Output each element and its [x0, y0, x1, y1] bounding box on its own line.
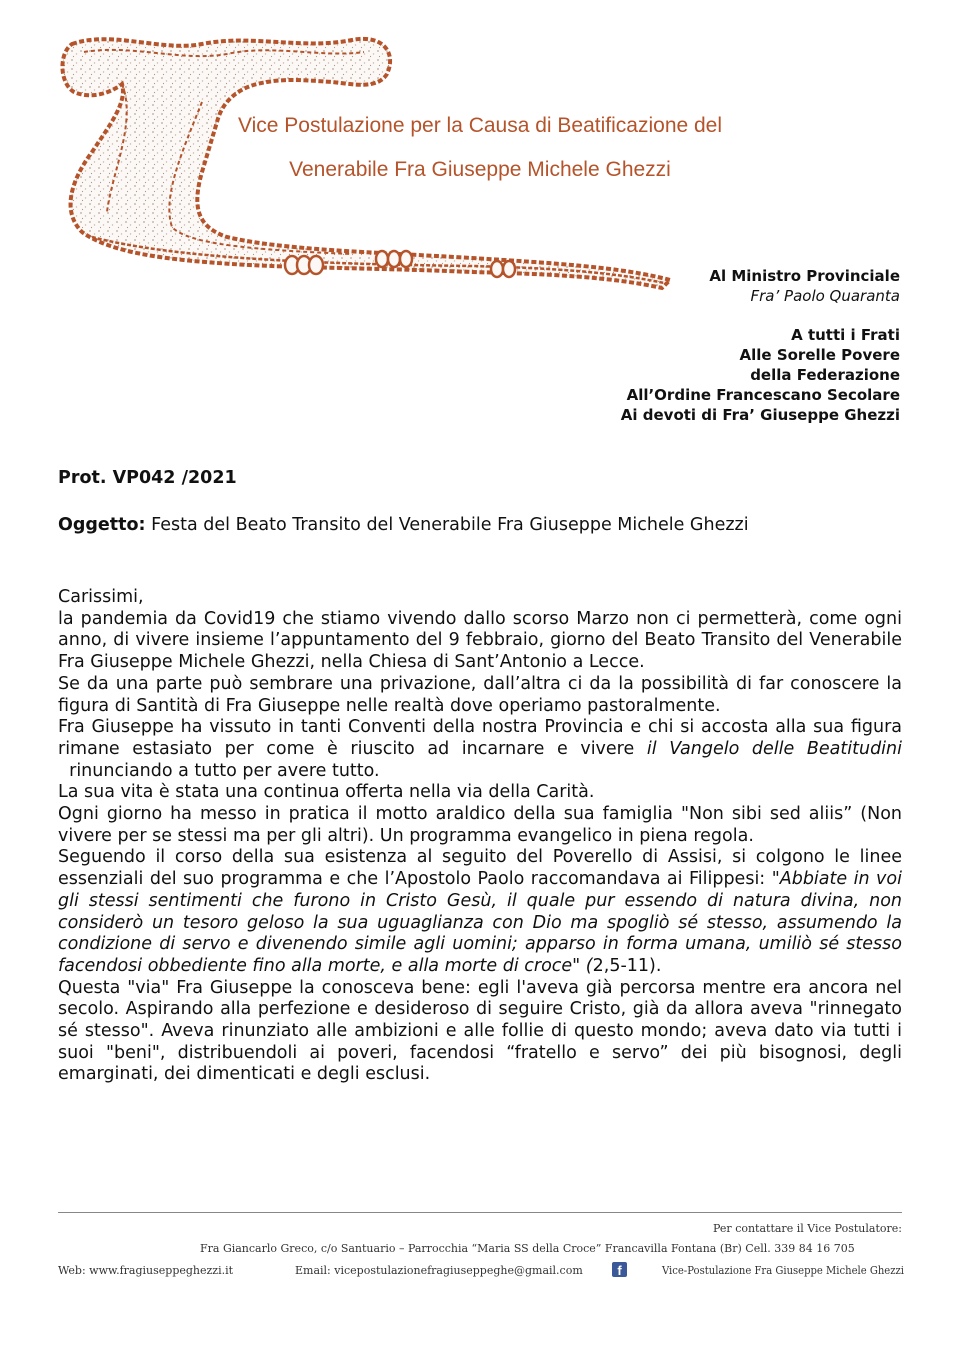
paragraph-text: Seguendo il corso della sua esistenza al seguito del Poverello di Assisi, si colgono le linee essenziali del suo programma e che l’Apostolo Paolo raccomandava ai Filippesi:: [58, 847, 902, 890]
paragraph: [58, 847, 902, 977]
subject-text: Festa del Beato Transito del Venerabile Fra Giuseppe Michele Ghezzi: [151, 515, 749, 535]
footer-email-link[interactable]: Email: vicepostulazionefragiuseppeghe@gmail.com: [295, 1264, 583, 1277]
paragraph: la pandemia da Covid19 che stiamo vivendo dallo scorso Marzo non ci permetterà, come ogni anno, di vivere insieme l’appuntamento del 9 febbraio, giorno del Beato Transito del Venerabile Fra Giuseppe Michele Ghezzi, nella Chiesa di Sant’Antonio a Lecce.: [58, 608, 902, 673]
facebook-icon[interactable]: f: [612, 1262, 627, 1277]
footer-divider: [58, 1212, 902, 1213]
scripture-reference-end: ).: [649, 955, 662, 976]
recipient-line: Ai devoti di Fra’ Giuseppe Ghezzi: [620, 406, 900, 424]
subject-label: Oggetto:: [58, 515, 146, 535]
paragraph: [58, 717, 902, 782]
recipient-line: Alle Sorelle Povere: [739, 346, 900, 364]
footer-website-link[interactable]: Web: www.fragiuseppeghezzi.it: [58, 1264, 234, 1277]
recipient-line: A tutti i Frati: [791, 326, 900, 344]
paragraph-text: rinunciando a tutto per avere tutto.: [58, 760, 380, 781]
paragraph: Questa "via" Fra Giuseppe la conosceva bene: egli l'aveva già percorsa mentre era ancora nel secolo. Aspirando alla perfezione e desideroso di seguire Cristo, già da allora aveva "rinnegato sé stesso". Aveva rinunziato alle ambizioni e alle follie di questo mondo; aveva dato via tutti i suoi "beni", distribuendoli ai poveri, facendosi “fratello e servo” dei più bisognosi, degli emarginati, dei dimenticati e degli esclusi.: [58, 977, 902, 1085]
header-title-line-1: Vice Postulazione per la Causa di Beatificazione del: [237, 114, 723, 137]
greeting: Carissimi,: [58, 587, 144, 607]
letter-body: [58, 587, 902, 1086]
scripture-reference: 2,5-11: [592, 955, 650, 976]
protocol-number: Prot. VP042 /2021: [58, 468, 237, 488]
footer-facebook-page[interactable]: Vice-Postulazione Fra Giuseppe Michele Ghezzi: [662, 1264, 904, 1277]
footer-contact-title: Per contattare il Vice Postulatore:: [713, 1222, 902, 1235]
recipient-line: All’Ordine Francescano Secolare: [626, 386, 900, 404]
paragraph: La sua vita è stata una continua offerta nella via della Carità.: [58, 782, 595, 803]
recipient-list: [621, 325, 900, 425]
recipient-minister: [709, 266, 900, 306]
paragraph: Se da una parte può sembrare una privazione, dall’altra ci da la possibilità di far conoscere la figura di Santità di Fra Giuseppe nelle realtà dove operiamo pastoralmente.: [58, 673, 902, 716]
header-title-line-2: Venerabile Fra Giuseppe Michele Ghezzi: [289, 158, 671, 181]
minister-name: Fra’ Paolo Quaranta: [750, 287, 900, 305]
paragraph-text: Fra Giuseppe ha vissuto in tanti Conventi della nostra Provincia e chi si accosta alla sua figura rimane estasiato per come è riuscito ad incarnare e vivere: [58, 717, 902, 759]
minister-title: Al Ministro Provinciale: [709, 267, 900, 285]
recipient-line: della Federazione: [750, 366, 900, 384]
subject-line: [58, 515, 749, 535]
scripture-quote: "Abbiate in voi gli stessi sentimenti che furono in Cristo Gesù, il quale pur essendo di natura divina, non considerò un tesoro geloso la sua uguaglianza con Dio ma spogliò sé stesso, assumendo la condizione di servo e divenendo simile agli uomini; apparso in forma umana, umiliò sé stesso facendosi obbediente fino alla morte, e alla morte di croce" (: [58, 869, 902, 976]
emphasis-text: il Vangelo delle Beatitudini: [646, 738, 902, 759]
paragraph: Ogni giorno ha messo in pratica il motto araldico della sua famiglia "Non sibi sed aliis” (Non vivere per se stessi ma per gli altri). Un programma evangelico in piena regola.: [58, 804, 902, 846]
footer-address: Fra Giancarlo Greco, c/o Santuario – Parrocchia “Maria SS della Croce” Francavilla Fontana (Br) Cell. 339 84 16 705: [200, 1242, 855, 1255]
